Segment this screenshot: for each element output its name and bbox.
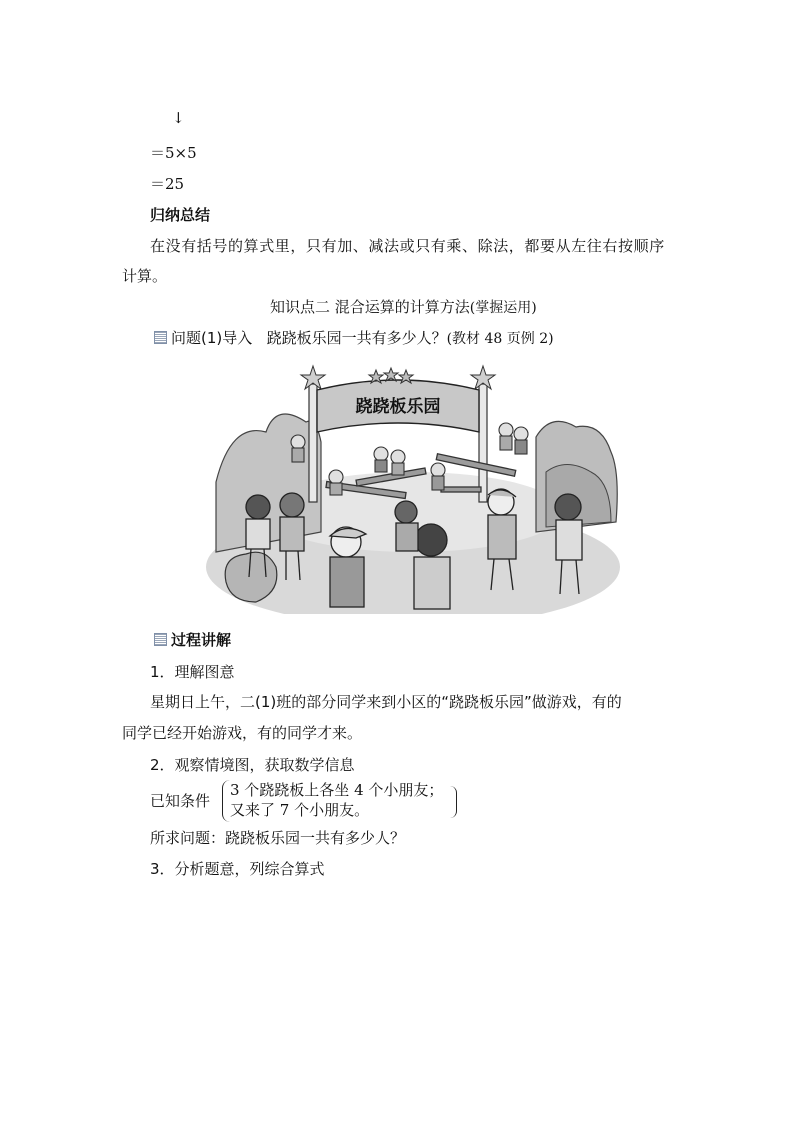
equation-step-2: ＝25	[150, 175, 185, 193]
down-arrow: ↓	[172, 109, 185, 127]
right-brace	[450, 786, 457, 818]
summary-heading: 归纳总结	[150, 206, 211, 224]
section-marker-icon	[154, 633, 167, 646]
summary-text-line-1: 在没有括号的算式里，只有加、减法或只有乘、除法，都要从左往右按顺序	[150, 237, 665, 255]
equation-step-1: ＝5×5	[150, 144, 197, 162]
process-heading-text: 过程讲解	[171, 631, 232, 649]
known-conditions-label: 已知条件	[150, 792, 211, 810]
question-line	[154, 328, 554, 349]
step-1-text-line-2: 同学已经开始游戏，有的同学才来。	[122, 724, 363, 742]
knowledge-point-title	[270, 297, 537, 318]
known-condition-1: 3 个跷跷板上各坐 4 个小朋友；	[230, 781, 444, 799]
park-sign-text: 跷跷板乐园	[355, 397, 441, 417]
summary-text-line-2: 计算。	[122, 267, 168, 285]
question-reference: (教材 48 页例 2)	[446, 331, 554, 347]
process-heading	[154, 630, 231, 650]
step-1-title: 1．理解图意	[150, 663, 235, 681]
step-2-title: 2．观察情境图，获取数学信息	[150, 756, 355, 774]
section-marker-icon	[154, 331, 167, 344]
known-conditions-brace	[222, 780, 462, 824]
question-text: 跷跷板乐园一共有多少人？	[266, 329, 447, 347]
question-asked-line: 所求问题：跷跷板乐园一共有多少人？	[150, 829, 406, 847]
question-label: 问题(1)导入	[171, 329, 253, 347]
step-1-text-line-1: 星期日上午，二(1)班的部分同学来到小区的“跷跷板乐园”做游戏，有的	[150, 693, 622, 711]
seesaw-park-illustration	[206, 362, 620, 614]
known-condition-2: 又来了 7 个小朋友。	[230, 801, 370, 819]
knowledge-point-title-text: 知识点二 混合运算的计算方法	[270, 298, 470, 316]
seesaw-park-drawing	[206, 362, 620, 614]
step-3-title: 3．分析题意，列综合算式	[150, 860, 325, 878]
knowledge-point-note: (掌握运用)	[469, 300, 537, 316]
